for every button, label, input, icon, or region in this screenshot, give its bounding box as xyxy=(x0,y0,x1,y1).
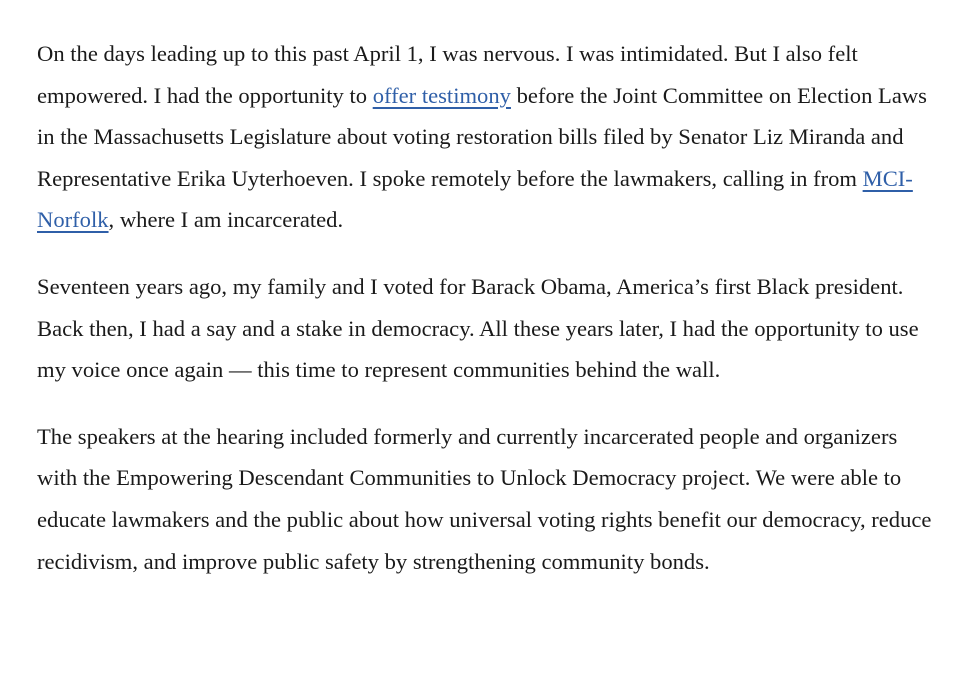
offer-testimony-link[interactable]: offer testimony xyxy=(372,82,511,108)
article-body xyxy=(37,33,937,607)
paragraph-1-text-b: before the Joint Committee on Election Laws in the Massachusetts Legislature about voting restoration bills filed by Senator Liz Miranda and Representative Erika Uyterhoeven. I spoke remotely before the lawmakers, calling in from xyxy=(37,82,927,191)
paragraph-1-text-a: On the days leading up to this past April 1, I was nervous. I was intimidated. But I also felt empowered. I had the opportunity to xyxy=(37,41,858,108)
mci-norfolk-link[interactable]: MCI-Norfolk xyxy=(37,165,913,233)
paragraph-1-text-c: , where I am incarcerated. xyxy=(108,207,344,233)
paragraph-1 xyxy=(37,33,937,241)
paragraph-2: Seventeen years ago, my family and I voted for Barack Obama, America’s first Black president. Back then, I had a say and a stake in democracy. All these years later, I had the opportunity to use my voice once again — this time to represent communities behind the wall. xyxy=(37,273,919,383)
paragraph-3: The speakers at the hearing included formerly and currently incarcerated people and organizers with the Empowering Descendant Communities to Unlock Democracy project. We were able to educate lawmakers and the public about how universal voting rights benefit our democracy, reduce recidivism, and improve public safety by strengthening community bonds. xyxy=(37,423,932,574)
